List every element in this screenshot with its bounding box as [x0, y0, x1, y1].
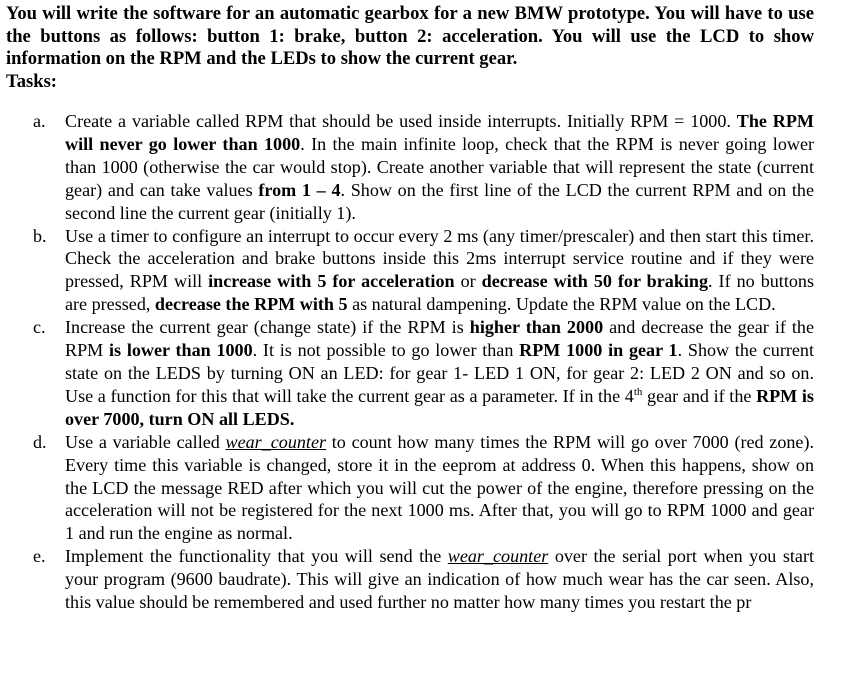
variable-name: wear_counter [447, 546, 549, 567]
task-b-text: Use a timer to configure an interrupt to occur every 2 ms (any timer/prescaler) and then start this timer. Check the acceleration and brake buttons inside this 2ms interrupt service routine and if they were pressed, RPM will [65, 225, 814, 292]
task-b-text: as natural dampening. Update the RPM value on the LCD. [347, 294, 776, 315]
task-b-bold-text: decrease the RPM with 5 [154, 294, 348, 315]
intro-paragraph: You will write the software for an automatic gearbox for a new BMW prototype. You will have to use the buttons as follows: button 1: brake, button 2: acceleration. You will use the LCD to show information on the RPM and the LEDs to show the current gear. [6, 3, 814, 69]
task-b-text: or [454, 271, 482, 292]
task-marker-c: c. [33, 317, 46, 338]
task-item-c [33, 316, 814, 431]
task-c-text: gear and if the [642, 385, 757, 406]
task-b-bold-text: decrease with 50 for braking [481, 271, 709, 292]
task-list [6, 110, 814, 614]
task-b-bold-text: increase with 5 for acceleration [208, 271, 455, 292]
variable-name: wear_counter [225, 431, 327, 452]
task-a-text: Create a variable called RPM that should be used inside interrupts. Initially RPM = 1000. [65, 111, 737, 131]
task-c-text: . Show the current state on the LEDS by turning ON an LED: for gear 1- LED 1 ON, for gear 2: LED 2 ON and so on. Use a function for this that will take the current gear as a parameter. If in the 4 [65, 340, 814, 406]
task-a-text: . In the main infinite loop, check that the RPM is never going lower than 1000 (otherwise the car would stop). Create another variable that will represent the state (current gear) and can take values [65, 133, 815, 200]
task-marker-e: e. [33, 546, 46, 567]
task-c-bold-text: RPM is over 7000, turn ON all LEDS. [65, 385, 814, 429]
task-item-e [33, 545, 814, 614]
task-a-bold-text: from 1 – 4 [258, 179, 341, 200]
task-d-text: Use a variable called [65, 431, 226, 452]
task-c-text: . It is not possible to go lower than [252, 340, 520, 361]
task-e-text: Implement the functionality that you will send the [65, 546, 448, 567]
task-a-text: . Show on the first line of the LCD the current RPM and on the second line the current gear (initially 1). [65, 179, 815, 223]
task-marker-b: b. [33, 225, 47, 246]
task-c-text: and decrease the gear if the RPM [65, 317, 814, 361]
task-marker-a: a. [33, 111, 46, 131]
task-item-a [33, 110, 815, 225]
task-c-bold-text: RPM 1000 in gear 1 [519, 340, 678, 361]
task-item-d [33, 431, 815, 546]
ordinal-superscript: th [633, 385, 643, 398]
task-item-b [33, 225, 814, 317]
task-d-text: to count how many times the RPM will go over 7000 (red zone). Every time this variable is changed, store it in the eeprom at address 0. When this happens, show on the LCD the message RED after which you will cut the power of the engine, therefore pressing on the acceleration will not be registered for the next 1000 ms. After that, you will go to RPM 1000 and gear 1 and run the engine as normal. [65, 431, 815, 544]
task-c-bold-text: higher than 2000 [469, 317, 604, 338]
task-c-bold-text: is lower than 1000 [109, 340, 253, 361]
tasks-heading: Tasks: [6, 70, 57, 92]
task-b-text: . If no buttons are pressed, [65, 271, 814, 315]
task-c-text: Increase the current gear (change state) if the RPM is [65, 317, 470, 338]
task-marker-d: d. [33, 431, 47, 452]
task-a-bold-text: The RPM will never go lower than 1000 [65, 111, 814, 154]
task-e-text: over the serial port when you start your program (9600 baudrate). This will give an indication of how much wear has the car seen. Also, this value should be remembered and used further no matter how many times you restart the pr [65, 546, 814, 613]
